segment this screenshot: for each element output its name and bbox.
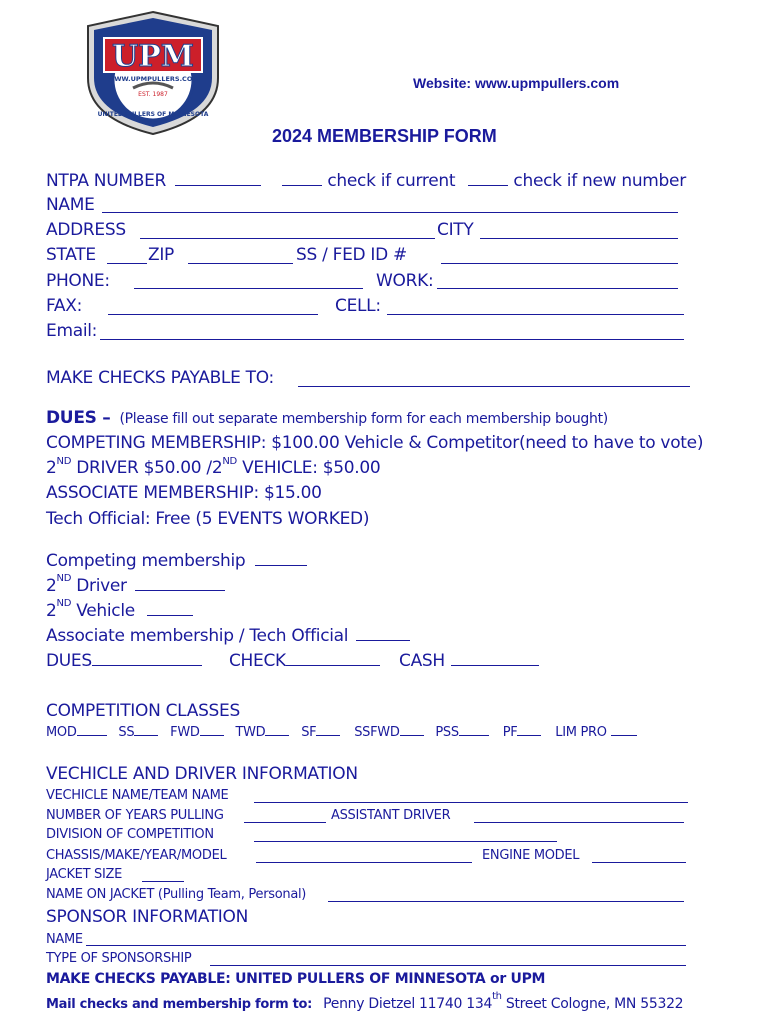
vehicle-chassis-field[interactable] (256, 862, 472, 863)
tally-assoc-field[interactable] (356, 625, 410, 641)
name-label: NAME (46, 195, 95, 215)
ssfed-label: SS / FED ID # (296, 245, 407, 265)
vehicle-team-field[interactable] (254, 802, 688, 803)
vehicle-jacket-size-field[interactable] (142, 881, 184, 882)
classes-heading: COMPETITION CLASSES (46, 701, 240, 721)
tally-vehicle-field[interactable] (147, 600, 193, 616)
sponsor-type-label: TYPE OF SPONSORSHIP (46, 951, 192, 966)
zip-label: ZIP (148, 245, 175, 265)
sponsor-name-field[interactable] (86, 945, 686, 946)
dues-note: (Please fill out separate membership form for each membership bought) (119, 411, 608, 427)
fax-label: FAX: (46, 296, 83, 316)
logo-text: UPM (112, 39, 194, 74)
vehicle-division-label: DIVISION OF COMPETITION (46, 827, 214, 842)
ssfed-field[interactable] (441, 263, 678, 264)
check-new-label: check if new number (513, 171, 686, 191)
tally-competing-field[interactable] (255, 550, 307, 566)
phone-field[interactable] (134, 288, 363, 289)
tally-dues-field[interactable] (92, 650, 202, 666)
cell-field[interactable] (387, 314, 684, 315)
logo-arc-text: UNITED PULLERS OF MINNESOTA (97, 111, 209, 118)
cell-label: CELL: (335, 296, 381, 316)
work-label: WORK: (376, 271, 434, 291)
footer-payable: MAKE CHECKS PAYABLE: UNITED PULLERS OF MINNESOTA or UPM (46, 971, 546, 987)
class-pf-field[interactable] (517, 724, 541, 736)
zip-field[interactable] (188, 263, 293, 264)
website-text: Website: www.upmpullers.com (413, 75, 620, 91)
check-current-blank[interactable] (282, 170, 322, 186)
city-field[interactable] (480, 238, 678, 239)
dues-heading-row (46, 408, 608, 428)
class-pss-field[interactable] (459, 724, 489, 736)
class-sf-field[interactable] (316, 724, 340, 736)
sponsor-name-label: NAME (46, 932, 83, 947)
footer-mail-label: Mail checks and membership form to: (46, 997, 313, 1012)
vehicle-chassis-label: CHASSIS/MAKE/YEAR/MODEL (46, 848, 227, 863)
vehicle-heading: VECHICLE AND DRIVER INFORMATION (46, 764, 358, 784)
tally-cash-field[interactable] (451, 650, 539, 666)
state-label: STATE (46, 245, 96, 265)
name-field[interactable] (102, 212, 678, 213)
dues-second: 2ND DRIVER $50.00 /2ND VEHICLE: $50.00 (46, 456, 381, 478)
class-limpro-field[interactable] (611, 724, 637, 736)
address-field[interactable] (140, 238, 435, 239)
email-field[interactable] (100, 339, 684, 340)
tally-driver: 2ND Driver (46, 575, 225, 596)
footer-mail-row (46, 993, 683, 1012)
dues-label: DUES – (46, 408, 111, 428)
page-title: 2024 MEMBERSHIP FORM (272, 126, 497, 146)
class-ssfwd-field[interactable] (400, 724, 424, 736)
vehicle-engine-label: ENGINE MODEL (482, 848, 580, 863)
tally-check-field[interactable] (286, 650, 380, 666)
vehicle-assistant-field[interactable] (474, 822, 684, 823)
vehicle-years-label: NUMBER OF YEARS PULLING (46, 808, 224, 823)
ntpa-field[interactable] (175, 170, 261, 186)
email-label: Email: (46, 321, 98, 341)
vehicle-jacket-size-label: JACKET SIZE (46, 867, 123, 882)
work-field[interactable] (437, 288, 678, 289)
make-checks-label: MAKE CHECKS PAYABLE TO: (46, 368, 274, 388)
class-fwd-field[interactable] (200, 724, 224, 736)
vehicle-team-label: VECHICLE NAME/TEAM NAME (46, 788, 229, 803)
check-current-label: check if current (327, 171, 456, 191)
dues-associate: ASSOCIATE MEMBERSHIP: $15.00 (46, 483, 322, 503)
vehicle-jacket-name-label: NAME ON JACKET (Pulling Team, Personal) (46, 887, 307, 902)
sponsor-heading: SPONSOR INFORMATION (46, 907, 249, 927)
make-checks-field[interactable] (298, 386, 690, 387)
logo-url: WWW.UPMPULLERS.COM (107, 75, 199, 83)
ntpa-row (46, 170, 686, 191)
tally-competing: Competing membership (46, 550, 307, 571)
upm-logo (78, 8, 228, 136)
footer-mail-address: Penny Dietzel 11740 134th Street Cologne, MN 55322 (323, 991, 684, 1012)
city-label: CITY (437, 220, 474, 240)
tally-payment: DUES CHECK CASH (46, 650, 539, 671)
tally-vehicle: 2ND Vehicle (46, 600, 193, 621)
vehicle-assistant-label: ASSISTANT DRIVER (331, 808, 451, 823)
class-twd-field[interactable] (265, 724, 289, 736)
logo-est: EST. 1987 (138, 91, 168, 98)
dues-competing: COMPETING MEMBERSHIP: $100.00 Vehicle & Competitor(need to have to vote) (46, 433, 704, 453)
vehicle-division-field[interactable] (254, 841, 557, 842)
class-mod-field[interactable] (77, 724, 107, 736)
address-label: ADDRESS (46, 220, 126, 240)
fax-field[interactable] (108, 314, 318, 315)
tally-driver-field[interactable] (135, 575, 225, 591)
sponsor-type-field[interactable] (210, 965, 686, 966)
vehicle-years-field[interactable] (244, 822, 326, 823)
check-new-blank[interactable] (468, 170, 508, 186)
dues-tech: Tech Official: Free (5 EVENTS WORKED) (46, 509, 370, 529)
class-ss-field[interactable] (134, 724, 158, 736)
tally-assoc: Associate membership / Tech Official (46, 625, 410, 646)
vehicle-engine-field[interactable] (592, 862, 686, 863)
vehicle-jacket-name-field[interactable] (328, 901, 684, 902)
ntpa-label: NTPA NUMBER (46, 171, 167, 191)
classes-row: MOD SS FWD TWD SF SSFWD PSS PF LIM PRO (46, 724, 637, 740)
state-field[interactable] (107, 263, 147, 264)
phone-label: PHONE: (46, 271, 110, 291)
